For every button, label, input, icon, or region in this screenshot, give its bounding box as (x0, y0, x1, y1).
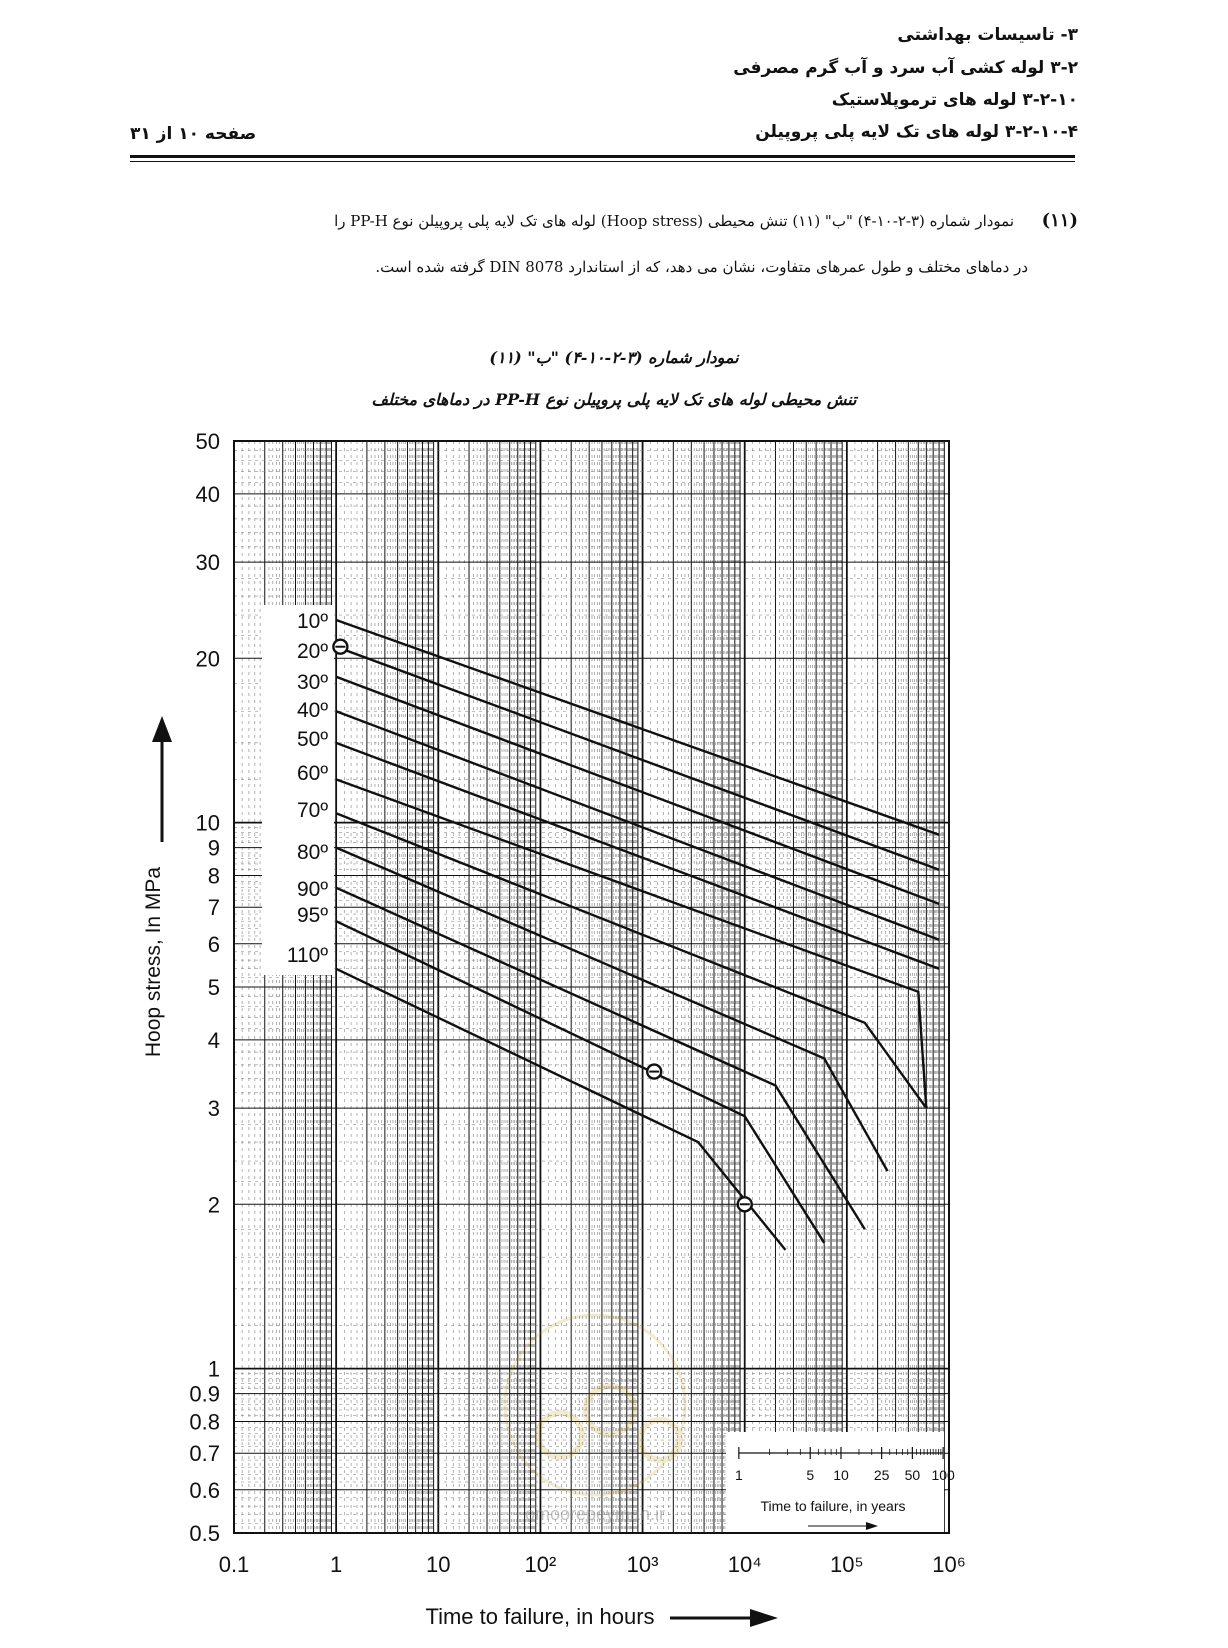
watermark-ring (505, 1315, 685, 1495)
y-tick-label: 6 (207, 931, 220, 957)
header-line-2: ۳-۲ لوله کشی آب سرد و آب گرم مصرفی (733, 58, 1078, 78)
y-tick-label: 2 (207, 1192, 220, 1218)
inset-tick-label: 1 (734, 1467, 743, 1483)
x-tick-label: 1 (330, 1552, 343, 1577)
legend-label: 90º (296, 878, 328, 901)
inset-tick-label: 5 (806, 1467, 815, 1483)
arrow-right-icon (750, 1609, 778, 1627)
legend-label: 60º (296, 762, 328, 785)
watermark-text: omoorepeyman.ir (524, 1504, 666, 1524)
y-tick-label: 9 (207, 835, 220, 861)
y-tick-label: 0.6 (189, 1477, 220, 1503)
x-tick-label: 10⁴ (727, 1552, 762, 1577)
x-axis-label: Time to failure, in hours (425, 1604, 655, 1629)
inset-tick-label: 10 (833, 1467, 849, 1483)
x-tick-label: 0.1 (218, 1552, 250, 1577)
legend-label: 20º (296, 640, 328, 663)
paragraph-text-1: نمودار شماره (۳-۲-۱۰-۴) "ب" (۱۱) تنش محیطی (Hoop stress) لوله های تک لایه پلی پروپیلن نوع PP-H را (334, 212, 1015, 230)
legend-label: 50º (296, 728, 328, 751)
header-line-4: ۳-۲-۱۰-۴ لوله های تک لایه پلی پروپیلن (755, 122, 1078, 142)
data-marker (738, 1197, 752, 1211)
series-line (336, 813, 926, 1108)
x-tick-label: 10³ (626, 1552, 659, 1577)
page-number: صفحه ۱۰ از ۳۱ (130, 124, 257, 144)
y-tick-label: 0.5 (189, 1521, 220, 1546)
y-tick-label: 40 (195, 481, 220, 507)
inset-tick-label: 25 (873, 1467, 890, 1483)
inset-tick-label: 50 (904, 1467, 921, 1483)
x-tick-label: 10² (524, 1552, 557, 1577)
y-tick-label: 1 (207, 1356, 220, 1382)
data-marker (647, 1065, 661, 1079)
y-tick-label: 7 (207, 895, 220, 921)
y-tick-label: 30 (195, 550, 220, 576)
y-tick-label: 0.9 (189, 1381, 220, 1407)
header-line-1: ۳- تاسیسات بهداشتی (897, 25, 1078, 45)
grid-layer (234, 441, 949, 1533)
legend-label: 30º (296, 671, 328, 694)
series-line (336, 921, 824, 1243)
y-tick-label: 0.8 (189, 1409, 220, 1435)
series-line (336, 969, 785, 1250)
x-tick-label: 10⁶ (932, 1552, 966, 1577)
y-tick-label: 10 (195, 810, 220, 836)
legend-label: 80º (296, 841, 328, 864)
inset-label: Time to failure, in years (760, 1498, 906, 1514)
chart-caption-number: نمودار شماره (۳-۲-۱۰-۴) "ب" (۱۱) (489, 348, 739, 367)
x-tick-label: 10⁵ (830, 1552, 864, 1577)
legend-label: 70º (296, 799, 328, 822)
legend-label: 10º (296, 610, 328, 633)
chart-caption-title: تنش محیطی لوله های تک لایه پلی پروپیلن نوع PP-H در دماهای مختلف (371, 390, 857, 409)
y-tick-label: 20 (195, 646, 220, 672)
data-marker (333, 640, 347, 654)
legend-label: 110º (286, 944, 328, 967)
header-line-3: ۳-۲-۱۰ لوله های ترموپلاستیک (831, 90, 1078, 110)
y-tick-label: 4 (207, 1027, 220, 1053)
paragraph-number: (۱۱) (1041, 210, 1078, 231)
y-tick-label: 8 (207, 863, 220, 889)
watermark-logo (505, 1315, 685, 1495)
y-tick-label: 50 (195, 429, 220, 454)
y-tick-label: 0.7 (189, 1441, 220, 1467)
series-layer (262, 605, 939, 1250)
legend-label: 95º (296, 904, 328, 927)
legend-label: 40º (296, 699, 328, 722)
inset-tick-label: 100 (931, 1467, 955, 1483)
x-tick-label: 10 (426, 1552, 451, 1577)
gear-icon (640, 1420, 680, 1460)
paragraph-line-2: در دماهای مختلف و طول عمرهای متفاوت، نشان می دهد، که از استاندارد DIN 8078 گرفته شده است. (375, 258, 1028, 276)
y-axis-label: Hoop stress, In MPa (142, 866, 165, 1058)
y-tick-label: 5 (207, 975, 220, 1000)
arrow-up-icon (152, 716, 172, 742)
y-tick-label: 3 (207, 1096, 220, 1122)
